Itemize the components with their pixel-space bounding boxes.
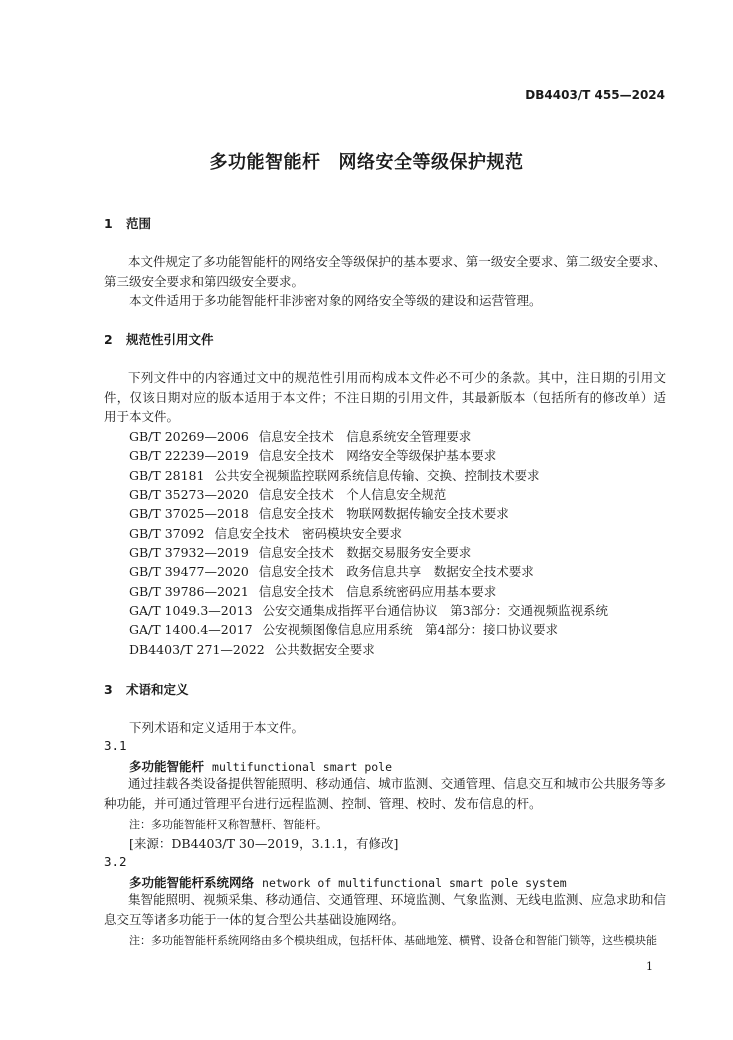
reference-title: 信息安全技术 密码模块安全要求 <box>214 525 402 541</box>
section-1-paragraph-1: 本文件规定了多功能智能杆的网络安全等级保护的基本要求、第一级安全要求、第二级安全要求、第三级安全要求和第四级安全要求。 <box>104 254 666 289</box>
title-part-2: 网络安全等级保护规范 <box>338 152 524 173</box>
term-english: multifunctional smart pole <box>212 760 393 774</box>
reference-item <box>129 485 608 504</box>
term-note: 注：多功能智能杆又称智慧杆、智能杆。 <box>129 818 327 831</box>
term-entry <box>129 757 392 775</box>
reference-code: GB/T 28181 <box>129 467 205 483</box>
section-3-intro: 下列术语和定义适用于本文件。 <box>129 720 305 735</box>
reference-title: 公共安全视频监控联网系统信息传输、交换、控制技术要求 <box>214 467 540 483</box>
reference-code: GB/T 35273—2020 <box>129 487 249 503</box>
standard-code: DB4403/T 455—2024 <box>525 88 665 102</box>
reference-code: GB/T 39477—2020 <box>129 564 249 580</box>
reference-item <box>129 582 608 601</box>
reference-code: GB/T 37932—2019 <box>129 545 249 561</box>
reference-title: 信息安全技术 数据交易服务安全要求 <box>258 545 472 561</box>
term-number: 3.1 <box>104 738 127 753</box>
section-3-title: 术语和定义 <box>126 682 189 697</box>
term-english: network of multifunctional smart pole system <box>262 876 567 890</box>
term-note: 注：多功能智能杆系统网络由多个模块组成，包括杆体、基础地笼、横臂、设备仓和智能门锁等，这些模块能 <box>129 934 657 947</box>
reference-title: 信息安全技术 个人信息安全规范 <box>258 487 447 503</box>
reference-item <box>129 601 608 620</box>
reference-item <box>129 562 608 581</box>
reference-item <box>129 446 608 465</box>
reference-title: 信息安全技术 信息系统安全管理要求 <box>258 429 472 444</box>
term-chinese: 多功能智能杆 <box>129 759 205 774</box>
term-entry <box>129 873 567 891</box>
reference-item <box>129 640 608 659</box>
section-1-body <box>104 252 666 311</box>
section-1-heading <box>104 214 151 232</box>
term-definition <box>104 890 666 929</box>
section-2-heading <box>104 330 214 348</box>
title-part-1: 多功能智能杆 <box>209 152 321 173</box>
reference-code: GB/T 39786—2021 <box>129 583 249 599</box>
term-chinese: 多功能智能杆系统网络 <box>129 875 255 890</box>
term-definition-text: 集智能照明、视频采集、移动通信、交通管理、环境监测、气象监测、无线电监测、应急求助和信息交互等诸多功能于一体的复合型公共基础设施网络。 <box>104 892 666 927</box>
reference-code: GA/T 1400.4—2017 <box>129 622 253 638</box>
term-number: 3.2 <box>104 854 127 869</box>
reference-code: GB/T 22239—2019 <box>129 448 249 464</box>
section-2-number: 2 <box>104 332 113 347</box>
page-number: 1 <box>646 960 653 973</box>
term-source: [来源：DB4403/T 30—2019，3.1.1，有修改] <box>129 836 399 851</box>
section-1-title: 范围 <box>126 216 152 231</box>
reference-code: GB/T 37092 <box>129 525 205 541</box>
normative-reference-list <box>129 427 608 659</box>
section-3-number: 3 <box>104 682 113 697</box>
reference-code: GA/T 1049.3—2013 <box>129 603 253 619</box>
reference-code: GB/T 37025—2018 <box>129 506 249 522</box>
reference-title: 信息安全技术 政务信息共享 数据安全技术要求 <box>258 564 534 580</box>
reference-code: DB4403/T 271—2022 <box>129 641 265 657</box>
term-definition-text: 通过挂载各类设备提供智能照明、移动通信、城市监测、交通管理、信息交互和城市公共服务等多种功能，并可通过管理平台进行远程监测、控制、管理、校时、发布信息的杆。 <box>104 776 666 811</box>
reference-item <box>129 504 608 523</box>
reference-title: 公安视频图像信息应用系统 第4部分：接口协议要求 <box>262 622 559 638</box>
reference-code: GB/T 20269—2006 <box>129 429 249 444</box>
section-3-heading <box>104 680 189 698</box>
term-definition <box>104 774 666 813</box>
section-1-paragraph-2: 本文件适用于多功能智能杆非涉密对象的网络安全等级的建设和运营管理。 <box>129 293 542 308</box>
reference-item <box>129 543 608 562</box>
section-2-body <box>104 368 666 427</box>
reference-item <box>129 524 608 543</box>
reference-item <box>129 427 608 446</box>
section-2-title: 规范性引用文件 <box>126 332 214 347</box>
section-1-number: 1 <box>104 216 113 231</box>
reference-title: 公共数据安全要求 <box>274 641 375 657</box>
document-title <box>0 148 733 174</box>
reference-title: 信息安全技术 物联网数据传输安全技术要求 <box>258 506 509 522</box>
section-2-intro: 下列文件中的内容通过文中的规范性引用而构成本文件必不可少的条款。其中，注日期的引用文件，仅该日期对应的版本适用于本文件；不注日期的引用文件，其最新版本（包括所有的修改单）适用于本文件。 <box>104 370 666 424</box>
reference-title: 公安交通集成指挥平台通信协议 第3部分：交通视频监视系统 <box>262 603 609 619</box>
reference-item <box>129 466 608 485</box>
reference-title: 信息安全技术 信息系统密码应用基本要求 <box>258 583 497 599</box>
reference-title: 信息安全技术 网络安全等级保护基本要求 <box>258 448 497 464</box>
reference-item <box>129 620 608 639</box>
